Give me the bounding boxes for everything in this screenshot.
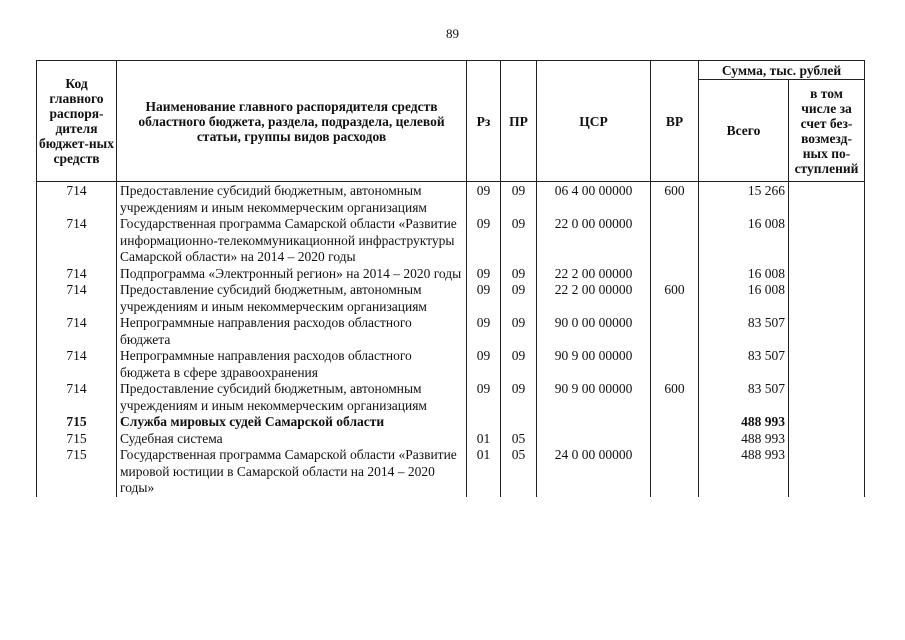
row-csr: 22 2 00 00000	[537, 266, 651, 283]
row-code: 714	[37, 348, 117, 381]
row-code: 714	[37, 266, 117, 283]
row-incl	[789, 266, 865, 283]
budget-table	[36, 60, 865, 497]
header-pr: ПР	[501, 61, 537, 182]
row-pr: 09	[501, 266, 537, 283]
row-rz: 09	[467, 266, 501, 283]
row-total: 16 008	[699, 216, 789, 266]
row-vr	[651, 414, 699, 431]
row-rz: 09	[467, 348, 501, 381]
row-vr	[651, 447, 699, 497]
row-incl	[789, 431, 865, 448]
row-code: 714	[37, 381, 117, 414]
row-csr: 90 9 00 00000	[537, 381, 651, 414]
row-incl	[789, 348, 865, 381]
header-incl: в том числе за счет без-возмезд-ных по-ступлений	[789, 80, 865, 182]
row-total: 83 507	[699, 381, 789, 414]
table-row	[37, 315, 865, 348]
row-code: 715	[37, 447, 117, 497]
row-incl	[789, 381, 865, 414]
table-row	[37, 381, 865, 414]
row-incl	[789, 414, 865, 431]
row-incl	[789, 216, 865, 266]
row-name: Государственная программа Самарской области «Развитие информационно-телекоммуникационной инфраструктуры Самарской области» на 2014 – 2020 годы	[117, 216, 467, 266]
row-name: Государственная программа Самарской области «Развитие мировой юстиции в Самарской области на 2014 – 2020 годы»	[117, 447, 467, 497]
row-rz: 09	[467, 216, 501, 266]
page-number: 89	[446, 26, 459, 41]
row-total: 83 507	[699, 348, 789, 381]
row-name: Предоставление субсидий бюджетным, автономным учреждениям и иным некоммерческим организациям	[117, 282, 467, 315]
table-row	[37, 266, 865, 283]
row-code: 714	[37, 282, 117, 315]
row-csr: 06 4 00 00000	[537, 182, 651, 217]
row-csr	[537, 431, 651, 448]
row-csr: 90 0 00 00000	[537, 315, 651, 348]
row-total: 83 507	[699, 315, 789, 348]
row-code: 714	[37, 216, 117, 266]
row-rz: 09	[467, 315, 501, 348]
row-rz: 09	[467, 182, 501, 217]
row-vr: 600	[651, 182, 699, 217]
row-vr	[651, 431, 699, 448]
table-row	[37, 216, 865, 266]
row-incl	[789, 447, 865, 497]
row-csr	[537, 414, 651, 431]
row-name: Предоставление субсидий бюджетным, автономным учреждениям и иным некоммерческим организациям	[117, 381, 467, 414]
row-rz: 09	[467, 381, 501, 414]
row-vr: 600	[651, 381, 699, 414]
row-name: Подпрограмма «Электронный регион» на 2014 – 2020 годы	[117, 266, 467, 283]
row-rz: 01	[467, 431, 501, 448]
row-incl	[789, 315, 865, 348]
row-pr: 09	[501, 216, 537, 266]
row-rz: 09	[467, 282, 501, 315]
row-incl	[789, 182, 865, 217]
row-name: Служба мировых судей Самарской области	[117, 414, 467, 431]
header-vr: ВР	[651, 61, 699, 182]
row-pr	[501, 414, 537, 431]
row-vr: 600	[651, 282, 699, 315]
table-row	[37, 431, 865, 448]
row-code: 714	[37, 315, 117, 348]
row-total: 488 993	[699, 414, 789, 431]
row-pr: 09	[501, 381, 537, 414]
row-pr: 05	[501, 431, 537, 448]
row-vr	[651, 348, 699, 381]
row-total: 16 008	[699, 282, 789, 315]
header-total: Всего	[699, 80, 789, 182]
row-name: Непрограммные направления расходов областного бюджета в сфере здравоохранения	[117, 348, 467, 381]
header-rz: Рз	[467, 61, 501, 182]
row-csr: 22 2 00 00000	[537, 282, 651, 315]
row-total: 16 008	[699, 266, 789, 283]
row-total: 15 266	[699, 182, 789, 217]
row-csr: 22 0 00 00000	[537, 216, 651, 266]
table-row	[37, 182, 865, 217]
row-code: 715	[37, 431, 117, 448]
row-rz	[467, 414, 501, 431]
row-vr	[651, 266, 699, 283]
row-csr: 24 0 00 00000	[537, 447, 651, 497]
table-row	[37, 414, 865, 431]
row-pr: 09	[501, 182, 537, 217]
row-pr: 09	[501, 348, 537, 381]
row-name: Непрограммные направления расходов областного бюджета	[117, 315, 467, 348]
row-rz: 01	[467, 447, 501, 497]
row-vr	[651, 315, 699, 348]
header-name: Наименование главного распорядителя средств областного бюджета, раздела, подраздела, целевой статьи, группы видов расходов	[117, 61, 467, 182]
row-total: 488 993	[699, 447, 789, 497]
row-code: 715	[37, 414, 117, 431]
row-name: Предоставление субсидий бюджетным, автономным учреждениям и иным некоммерческим организациям	[117, 182, 467, 217]
header-code: Код главного распоря-дителя бюджет-ных средств	[37, 61, 117, 182]
header-csr: ЦСР	[537, 61, 651, 182]
header-sum: Сумма, тыс. рублей	[699, 61, 865, 80]
table-row	[37, 348, 865, 381]
table-row	[37, 447, 865, 497]
table-header	[37, 61, 865, 182]
table-body	[37, 182, 865, 497]
table-row	[37, 282, 865, 315]
row-name: Судебная система	[117, 431, 467, 448]
row-pr: 09	[501, 315, 537, 348]
row-pr: 09	[501, 282, 537, 315]
row-code: 714	[37, 182, 117, 217]
row-incl	[789, 282, 865, 315]
row-pr: 05	[501, 447, 537, 497]
row-vr	[651, 216, 699, 266]
row-csr: 90 9 00 00000	[537, 348, 651, 381]
row-total: 488 993	[699, 431, 789, 448]
